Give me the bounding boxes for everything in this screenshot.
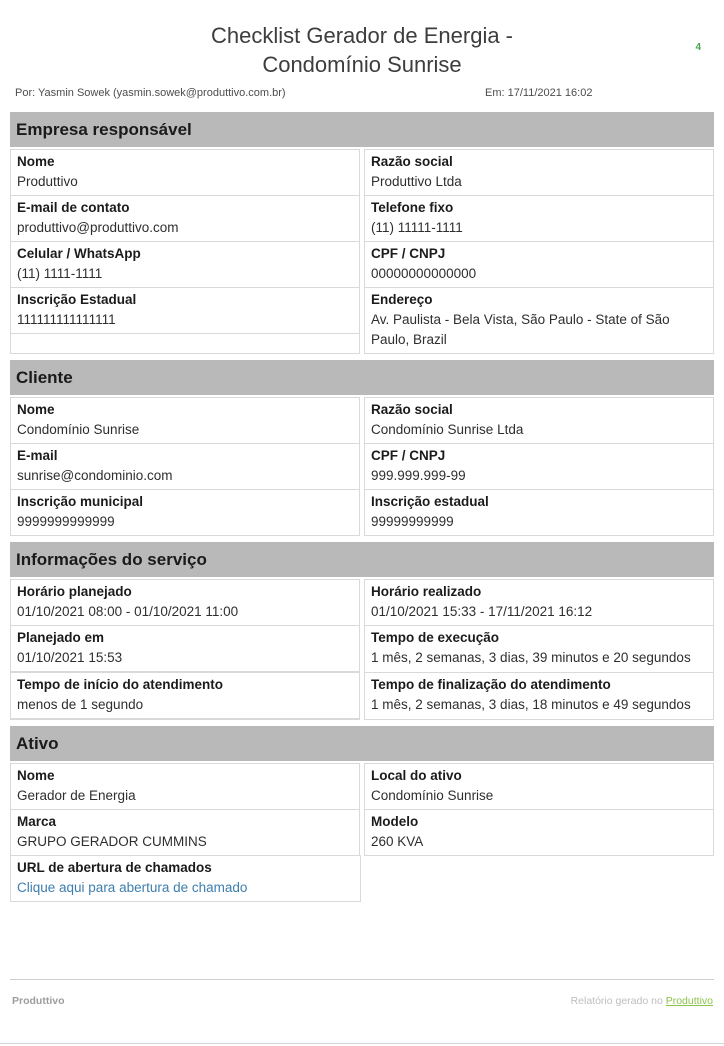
section-header-servico: Informações do serviço [10,542,714,577]
field-label: URL de abertura de chamados [17,860,212,876]
field-label: E-mail de contato [17,200,130,216]
field-label: Horário planejado [17,584,132,600]
table-row [10,443,714,490]
field-cpf-cnpj-cliente [364,443,714,490]
field-value: 260 KVA [371,834,424,850]
field-value: Condomínio Sunrise Ltda [371,422,524,438]
field-value: (11) 11111-1111 [371,220,463,236]
field-label: CPF / CNPJ [371,246,446,262]
field-value: 01/10/2021 08:00 - 01/10/2021 11:00 [17,604,239,620]
field-inscricao-estadual-cliente [364,489,714,536]
report-title-line1: Checklist Gerador de Energia - [210,23,514,48]
table-row [10,195,714,242]
table-row [10,763,714,810]
table-row [10,672,714,720]
field-label: Local do ativo [371,768,462,784]
field-value: 00000000000000 [371,266,477,282]
field-modelo [364,809,714,856]
field-value: Av. Paulista - Bela Vista, São Paulo - State of São Paulo, Brazil [371,312,670,348]
field-label: Inscrição Estadual [17,292,137,308]
footer-brand: Produttivo [12,995,65,1007]
field-razao-social-cliente [364,397,714,444]
field-planejado-em [10,625,360,673]
table-row [10,149,714,196]
report-title-line2: Condomínio Sunrise [262,51,462,77]
field-nome-cliente [10,397,360,444]
field-label: Tempo de execução [371,630,500,646]
field-label: Celular / WhatsApp [17,246,141,262]
field-horario-realizado [364,579,714,626]
field-inscricao-municipal [10,489,360,536]
field-value: 99999999999 [371,514,454,530]
section-header-ativo: Ativo [10,726,714,761]
field-value: Condomínio Sunrise [17,422,140,438]
empty-cell [365,855,714,902]
field-value: produttivo@produttivo.com [17,220,179,236]
author-info: Por: Yasmin Sowek (yasmin.sowek@produttivo.com.br) [15,87,286,100]
section-header-empresa: Empresa responsável [10,112,714,147]
byline [15,87,709,100]
generated-at: Em: 17/11/2021 16:02 [485,87,593,100]
field-marca [10,809,360,856]
field-telefone-fixo [364,195,714,242]
field-value: 01/10/2021 15:53 [17,650,123,666]
field-value: 111111111111111 [17,312,116,328]
field-value: 9999999999999 [17,514,115,530]
section-table-empresa [10,149,714,354]
report-body [10,112,714,902]
field-label: E-mail [17,448,58,464]
field-label: CPF / CNPJ [371,448,446,464]
field-value: Produttivo [17,174,78,190]
cell-filler [11,334,359,353]
field-label: Tempo de finalização do atendimento [371,677,611,693]
field-label: Nome [17,154,55,170]
field-value: 1 mês, 2 semanas, 3 dias, 39 minutos e 20 segundos [371,650,691,666]
field-email-contato [10,195,360,242]
field-label: Nome [17,402,55,418]
field-email-cliente [10,443,360,490]
field-label: Inscrição estadual [371,494,489,510]
field-tempo-execucao [364,625,714,673]
field-local-do-ativo [364,763,714,810]
section-table-cliente [10,397,714,536]
field-value: (11) 1111-1111 [17,266,103,282]
field-label: Telefone fixo [371,200,454,216]
field-value: menos de 1 segundo [17,697,144,713]
field-nome-empresa [10,149,360,196]
table-row [10,397,714,444]
section-header-cliente: Cliente [10,360,714,395]
field-endereco [364,287,714,354]
field-label: Endereço [371,292,433,308]
field-label: Inscrição municipal [17,494,144,510]
field-tempo-inicio-atendimento [10,672,360,720]
field-url-abertura-chamados [10,855,361,902]
field-value: 01/10/2021 15:33 - 17/11/2021 16:12 [371,604,593,620]
field-value: Produttivo Ltda [371,174,462,190]
table-row [10,625,714,673]
section-table-ativo [10,763,714,902]
field-celular-whatsapp [10,241,360,288]
page-number: 4 [695,42,701,53]
field-label: Planejado em [17,630,105,646]
footer-generated-note [571,995,713,1007]
field-tempo-finalizacao-atendimento [364,672,714,720]
field-label: Razão social [371,154,453,170]
field-value: 999.999.999-99 [371,468,466,484]
open-ticket-link[interactable]: Clique aqui para abertura de chamado [17,880,248,896]
table-row [10,579,714,626]
field-inscricao-estadual-empresa [10,287,360,354]
footer-produttivo-link[interactable]: Produttivo [665,995,713,1007]
table-row [10,241,714,288]
field-nome-ativo [10,763,360,810]
section-table-servico [10,579,714,720]
field-horario-planejado [10,579,360,626]
field-label: Nome [17,768,55,784]
field-razao-social-empresa [364,149,714,196]
field-value: Gerador de Energia [17,788,136,804]
field-label: Razão social [371,402,453,418]
table-row [10,809,714,856]
field-label: Horário realizado [371,584,482,600]
footer-generated-text: Relatório gerado no [570,995,666,1007]
table-row [10,287,714,354]
field-label: Modelo [371,814,419,830]
footer-divider [10,979,714,980]
field-label: Tempo de início do atendimento [17,677,224,693]
field-value: sunrise@condominio.com [17,468,173,484]
field-value: 1 mês, 2 semanas, 3 dias, 18 minutos e 49 segundos [371,697,691,713]
page-bottom-edge [0,1043,724,1044]
table-row [10,489,714,536]
field-cpf-cnpj-empresa [364,241,714,288]
footer [12,995,713,1007]
report-title [70,22,654,79]
field-label: Marca [17,814,57,830]
field-value: Condomínio Sunrise [371,788,494,804]
table-row [10,855,714,902]
field-value: GRUPO GERADOR CUMMINS [17,834,207,850]
